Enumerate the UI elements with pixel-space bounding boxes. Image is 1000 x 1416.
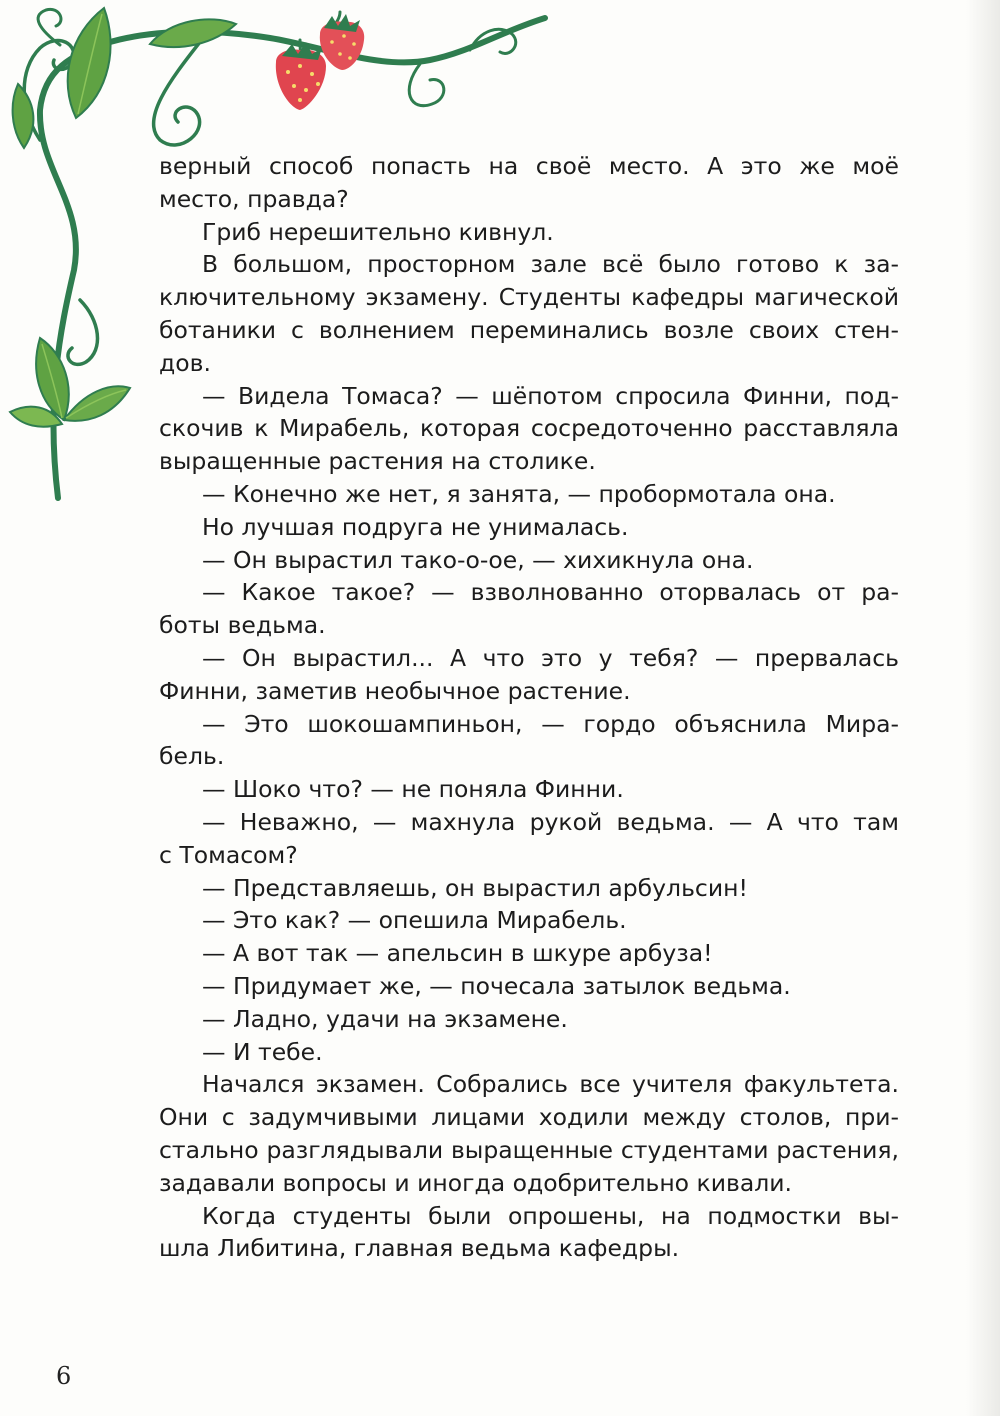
strawberry-front	[276, 42, 326, 110]
text-line: скочив к Мирабель, которая сосредоточенно расставляла	[159, 414, 899, 443]
text-line: — Представляешь, он вырастил арбульсин!	[202, 873, 748, 902]
page-edge-shadow	[966, 0, 1000, 1416]
paragraph	[159, 773, 899, 806]
text-line: — Он вырастил... А что это у тебя? — прервалась	[202, 643, 899, 672]
page-number: 6	[56, 1362, 72, 1390]
paragraph	[159, 1036, 899, 1069]
text-line: Гриб нерешительно кивнул.	[202, 217, 554, 246]
text-line: боты ведьма.	[159, 611, 326, 640]
text-line: ключительному экзамену. Студенты кафедры магической	[159, 283, 899, 312]
paragraph	[159, 380, 899, 478]
text-line: — Конечно же нет, я занята, — пробормотала она.	[202, 479, 836, 508]
text-line: — Шоко что? — не поняла Финни.	[202, 775, 624, 804]
leaf-top-left	[68, 8, 111, 118]
text-line: верный способ попасть на своё место. А это же моё	[159, 152, 899, 180]
text-line: — И тебе.	[202, 1037, 323, 1066]
text-line: Когда студенты были опрошены, на подмостки вы-	[202, 1201, 899, 1230]
text-line: Финни, заметив необычное растение.	[159, 676, 631, 705]
leaf-left-edge	[13, 84, 34, 148]
text-line: с Томасом?	[159, 840, 298, 869]
strawberry-back	[320, 14, 364, 70]
text-line: Они с задумчивыми лицами ходили между столов, при-	[159, 1103, 899, 1132]
paragraph	[159, 806, 899, 872]
text-line: Но лучшая подруга не унималась.	[202, 512, 629, 541]
text-line: выращенные растения на столике.	[159, 447, 596, 476]
paragraph	[159, 1003, 899, 1036]
text-line: — Видела Томаса? — шёпотом спросила Финни, под-	[202, 381, 899, 410]
text-line: — Это как? — опешила Мирабель.	[202, 906, 627, 935]
story-text	[159, 150, 899, 1265]
paragraph	[159, 642, 899, 708]
text-line: шла Либитина, главная ведьма кафедры.	[159, 1234, 680, 1263]
paragraph	[159, 872, 899, 905]
paragraph	[159, 248, 899, 379]
text-line: бель.	[159, 742, 225, 771]
text-line: ботаники с волнением переминались возле своих стен-	[159, 315, 899, 344]
text-line: — Это шокошампиньон, — гордо объяснила Мира-	[202, 709, 899, 738]
text-line: дов.	[159, 348, 211, 377]
text-line: — Неважно, — махнула рукой ведьма. — А что там	[202, 807, 899, 836]
paragraph	[159, 1200, 899, 1266]
text-line: — Ладно, удачи на экзамене.	[202, 1004, 568, 1033]
text-line: задавали вопросы и иногда одобрительно кивали.	[159, 1168, 793, 1197]
paragraph	[159, 1068, 899, 1199]
paragraph	[159, 904, 899, 937]
paragraph	[159, 478, 899, 511]
paragraph	[159, 150, 899, 216]
text-line: — Придумает же, — почесала затылок ведьма.	[202, 971, 791, 1000]
text-line: место, правда?	[159, 184, 349, 213]
text-line: стально разглядывали выращенные студентами растения,	[159, 1135, 899, 1164]
paragraph	[159, 511, 899, 544]
paragraph	[159, 970, 899, 1003]
paragraph	[159, 708, 899, 774]
paragraph	[159, 216, 899, 249]
paragraph	[159, 544, 899, 577]
paragraph	[159, 576, 899, 642]
text-line: — А вот так — апельсин в шкуре арбуза!	[202, 939, 713, 968]
text-line: Начался экзамен. Собрались все учителя факультета.	[202, 1070, 899, 1099]
text-line: — Какое такое? — взволнованно оторвалась от ра-	[202, 578, 899, 607]
text-line: — Он вырастил тако-о-ое, — хихикнула она.	[202, 545, 754, 574]
paragraph	[159, 937, 899, 970]
leaf-top-right	[150, 19, 236, 47]
text-line: В большом, просторном зале всё было готово к за-	[202, 250, 899, 279]
